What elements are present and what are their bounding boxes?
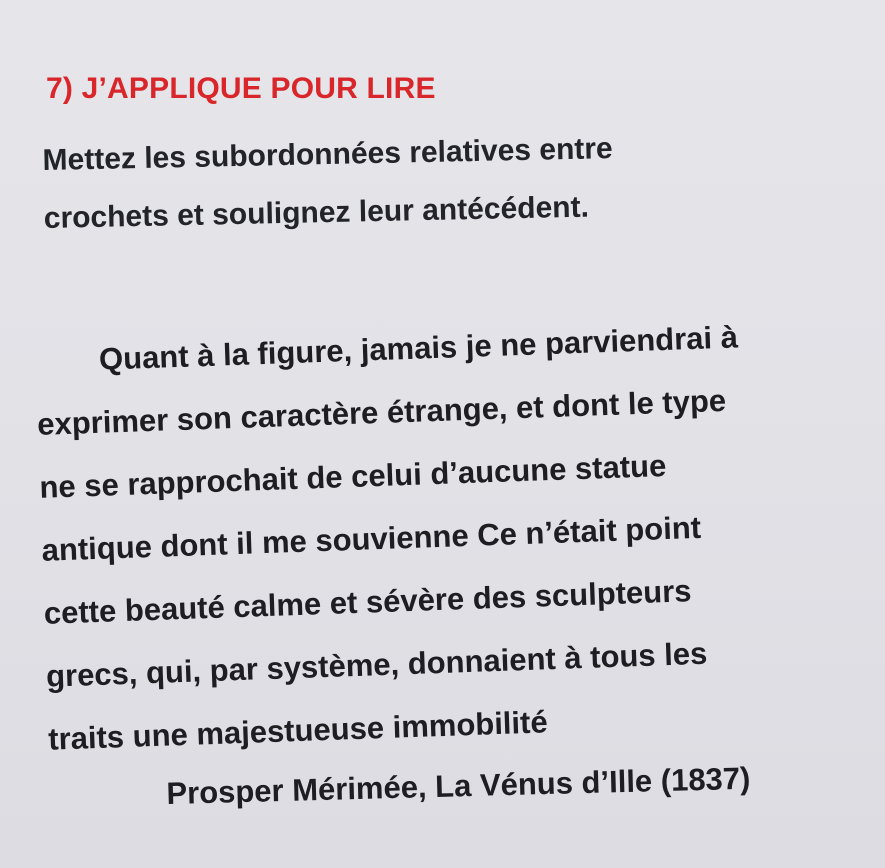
passage-line-5: cette beauté calme et sévère des sculpteurs	[43, 573, 693, 631]
instruction-line-2: crochets et soulignez leur antécédent.	[43, 190, 590, 235]
passage-line-7: traits une majestueuse immobilité	[47, 704, 549, 757]
passage-line-3: ne se rapprochait de celui d’aucune statue	[38, 448, 667, 505]
passage-line-4: antique dont il me souvienne Ce n’était point	[41, 509, 702, 568]
instruction-line-1: Mettez les subordonnées relatives entre	[42, 132, 614, 177]
passage-line-1: Quant à la figure, jamais je ne parviendrai à	[98, 319, 739, 377]
literary-passage	[34, 301, 869, 770]
passage-line-2: exprimer son caractère étrange, et dont le type	[36, 382, 727, 442]
exercise-title: 7) J’APPLIQUE POUR LIRE	[46, 72, 436, 105]
passage-line-6: grecs, qui, par système, donnaient à tous les	[45, 635, 708, 694]
exercise-instruction	[42, 117, 744, 248]
passage-attribution: Prosper Mérimée, La Vénus d’Ille (1837)	[166, 760, 751, 811]
